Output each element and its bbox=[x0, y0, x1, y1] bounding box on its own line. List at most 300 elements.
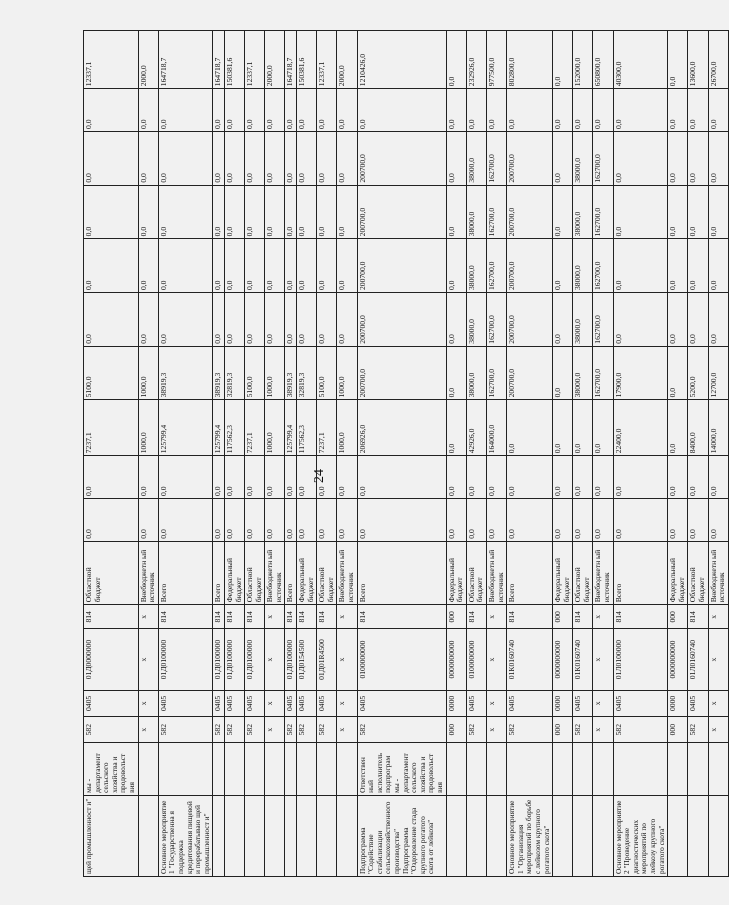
year9-cell: 0,0 bbox=[466, 89, 486, 132]
year8-cell: 0,0 bbox=[297, 131, 317, 185]
year4-cell: 162700,0 bbox=[486, 346, 506, 400]
grbs-code-cell: 582 bbox=[613, 717, 668, 743]
csr-code-cell: 0000000000 bbox=[668, 629, 688, 690]
year6-cell: 0,0 bbox=[245, 239, 265, 293]
year5-cell: 0,0 bbox=[708, 293, 728, 347]
year2-cell: 0,0 bbox=[357, 456, 446, 499]
vr-code-cell: 814 bbox=[688, 605, 708, 629]
grbs-code-cell: 582 bbox=[317, 717, 337, 743]
executor-cell bbox=[245, 743, 265, 796]
table-row bbox=[265, 31, 285, 877]
program-name-cell bbox=[337, 795, 357, 876]
executor-cell bbox=[486, 743, 506, 796]
year4-cell: 0,0 bbox=[668, 346, 688, 400]
year1-cell: 0,0 bbox=[446, 499, 466, 542]
year6-cell: 162700,0 bbox=[486, 239, 506, 293]
year2-cell: 0,0 bbox=[285, 456, 297, 499]
table-body bbox=[84, 31, 729, 877]
year1-cell: 0,0 bbox=[84, 499, 139, 542]
funding-source-cell: Федеральный бюджет bbox=[668, 541, 688, 605]
year3-cell: 7237,1 bbox=[84, 400, 139, 456]
year3-cell: 0,0 bbox=[668, 400, 688, 456]
year5-cell: 0,0 bbox=[265, 293, 285, 347]
year9-cell: 0,0 bbox=[285, 89, 297, 132]
grbs-code-cell: х bbox=[265, 717, 285, 743]
year8-cell: 38000,0 bbox=[466, 131, 486, 185]
total-cell: 2000,0 bbox=[265, 31, 285, 89]
table-row bbox=[708, 31, 728, 877]
year2-cell: 0,0 bbox=[507, 456, 553, 499]
year8-cell: 0,0 bbox=[688, 131, 708, 185]
funding-source-cell: Всего bbox=[357, 541, 446, 605]
program-name-cell bbox=[688, 795, 708, 876]
year8-cell: 0,0 bbox=[265, 131, 285, 185]
year2-cell: 0,0 bbox=[213, 456, 225, 499]
year4-cell: 1000,0 bbox=[138, 346, 158, 400]
year5-cell: 162700,0 bbox=[593, 293, 613, 347]
year5-cell: 0,0 bbox=[446, 293, 466, 347]
year5-cell: 200700,0 bbox=[357, 293, 446, 347]
rzpr-code-cell: 0405 bbox=[466, 690, 486, 716]
table-row bbox=[613, 31, 668, 877]
year9-cell: 0,0 bbox=[213, 89, 225, 132]
year6-cell: 0,0 bbox=[138, 239, 158, 293]
year9-cell: 0,0 bbox=[668, 89, 688, 132]
total-cell: 13600,0 bbox=[688, 31, 708, 89]
year5-cell: 0,0 bbox=[245, 293, 265, 347]
year2-cell: 0,0 bbox=[297, 456, 317, 499]
table-row bbox=[466, 31, 486, 877]
grbs-code-cell: х bbox=[708, 717, 728, 743]
year7-cell: 0,0 bbox=[213, 185, 225, 239]
executor-cell bbox=[138, 743, 158, 796]
year7-cell: 38000,0 bbox=[466, 185, 486, 239]
funding-source-cell: Областной бюджет bbox=[466, 541, 486, 605]
year8-cell: 0,0 bbox=[553, 131, 573, 185]
grbs-code-cell: 582 bbox=[84, 717, 139, 743]
year4-cell: 32819,3 bbox=[297, 346, 317, 400]
year8-cell: 0,0 bbox=[285, 131, 297, 185]
csr-code-cell: 0000000000 bbox=[446, 629, 466, 690]
grbs-code-cell: х bbox=[337, 717, 357, 743]
year2-cell: 0,0 bbox=[688, 456, 708, 499]
year4-cell: 162700,0 bbox=[593, 346, 613, 400]
year9-cell: 0,0 bbox=[265, 89, 285, 132]
executor-cell bbox=[688, 743, 708, 796]
year6-cell: 0,0 bbox=[158, 239, 213, 293]
total-cell: 2000,0 bbox=[337, 31, 357, 89]
year7-cell: 0,0 bbox=[337, 185, 357, 239]
table-row bbox=[573, 31, 593, 877]
total-cell: 26700,0 bbox=[708, 31, 728, 89]
vr-code-cell: х bbox=[337, 605, 357, 629]
year3-cell: 42926,0 bbox=[466, 400, 486, 456]
year7-cell: 0,0 bbox=[446, 185, 466, 239]
year9-cell: 0,0 bbox=[158, 89, 213, 132]
year7-cell: 0,0 bbox=[688, 185, 708, 239]
year2-cell: 0,0 bbox=[573, 456, 593, 499]
funding-source-cell: Областной бюджет bbox=[245, 541, 265, 605]
rzpr-code-cell: х bbox=[337, 690, 357, 716]
program-name-cell bbox=[466, 795, 486, 876]
year4-cell: 32819,3 bbox=[224, 346, 244, 400]
executor-cell bbox=[613, 743, 668, 796]
table-row bbox=[245, 31, 265, 877]
table-row bbox=[357, 31, 446, 877]
vr-code-cell: 814 bbox=[213, 605, 225, 629]
year5-cell: 38000,0 bbox=[573, 293, 593, 347]
executor-cell bbox=[158, 743, 213, 796]
year9-cell: 0,0 bbox=[245, 89, 265, 132]
year4-cell: 0,0 bbox=[553, 346, 573, 400]
vr-code-cell: 814 bbox=[466, 605, 486, 629]
vr-code-cell: 814 bbox=[317, 605, 337, 629]
year7-cell: 0,0 bbox=[317, 185, 337, 239]
program-name-cell bbox=[593, 795, 613, 876]
table-row bbox=[337, 31, 357, 877]
program-name-cell bbox=[224, 795, 244, 876]
table-row bbox=[317, 31, 337, 877]
year4-cell: 5200,0 bbox=[688, 346, 708, 400]
csr-code-cell: 01К0160740 bbox=[573, 629, 593, 690]
funding-source-cell: Всего bbox=[158, 541, 213, 605]
grbs-code-cell: 582 bbox=[507, 717, 553, 743]
year3-cell: 7237,1 bbox=[317, 400, 337, 456]
year4-cell: 38919,3 bbox=[213, 346, 225, 400]
year3-cell: 8400,0 bbox=[688, 400, 708, 456]
vr-code-cell: х bbox=[708, 605, 728, 629]
grbs-code-cell: 000 bbox=[668, 717, 688, 743]
table-row bbox=[297, 31, 317, 877]
executor-cell bbox=[265, 743, 285, 796]
year3-cell: 125799,4 bbox=[285, 400, 297, 456]
year6-cell: 0,0 bbox=[668, 239, 688, 293]
grbs-code-cell: 582 bbox=[213, 717, 225, 743]
year7-cell: 0,0 bbox=[224, 185, 244, 239]
rzpr-code-cell: 0405 bbox=[213, 690, 225, 716]
year8-cell: 200700,0 bbox=[357, 131, 446, 185]
program-name-cell: щей промышленност и" bbox=[84, 795, 139, 876]
program-name-cell bbox=[486, 795, 506, 876]
total-cell: 12337,1 bbox=[317, 31, 337, 89]
budget-table-frame bbox=[83, 30, 727, 877]
grbs-code-cell: 582 bbox=[688, 717, 708, 743]
rzpr-code-cell: 0405 bbox=[688, 690, 708, 716]
year7-cell: 0,0 bbox=[245, 185, 265, 239]
vr-code-cell: 814 bbox=[357, 605, 446, 629]
year6-cell: 0,0 bbox=[337, 239, 357, 293]
page-number: 24 bbox=[312, 469, 327, 483]
rzpr-code-cell: 0405 bbox=[84, 690, 139, 716]
year6-cell: 0,0 bbox=[285, 239, 297, 293]
vr-code-cell: х bbox=[265, 605, 285, 629]
csr-code-cell: 01Д0100000 bbox=[285, 629, 297, 690]
vr-code-cell: 000 bbox=[668, 605, 688, 629]
year4-cell: 0,0 bbox=[446, 346, 466, 400]
year9-cell: 0,0 bbox=[573, 89, 593, 132]
year6-cell: 0,0 bbox=[297, 239, 317, 293]
executor-cell: Ответствен ный исполнитель подпрограм мы - департамент сельского хозяйства и продовольст вия bbox=[357, 743, 446, 796]
rotated-table-container bbox=[83, 30, 727, 877]
year7-cell: 200700,0 bbox=[507, 185, 553, 239]
vr-code-cell: х bbox=[593, 605, 613, 629]
year4-cell: 5100,0 bbox=[84, 346, 139, 400]
total-cell: 802800,0 bbox=[507, 31, 553, 89]
csr-code-cell: х bbox=[486, 629, 506, 690]
grbs-code-cell: х bbox=[486, 717, 506, 743]
year6-cell: 0,0 bbox=[224, 239, 244, 293]
table-row bbox=[138, 31, 158, 877]
year2-cell: 0,0 bbox=[138, 456, 158, 499]
grbs-code-cell: 582 bbox=[466, 717, 486, 743]
year1-cell: 0,0 bbox=[213, 499, 225, 542]
year4-cell: 17900,0 bbox=[613, 346, 668, 400]
rzpr-code-cell: 0405 bbox=[224, 690, 244, 716]
grbs-code-cell: 000 bbox=[553, 717, 573, 743]
total-cell: 164718,7 bbox=[213, 31, 225, 89]
rzpr-code-cell: 0000 bbox=[553, 690, 573, 716]
csr-code-cell: 01Л0160740 bbox=[688, 629, 708, 690]
year7-cell: 0,0 bbox=[285, 185, 297, 239]
grbs-code-cell: 582 bbox=[224, 717, 244, 743]
year3-cell: 125799,4 bbox=[213, 400, 225, 456]
year1-cell: 0,0 bbox=[245, 499, 265, 542]
year7-cell: 162700,0 bbox=[486, 185, 506, 239]
csr-code-cell: 01Л0100000 bbox=[613, 629, 668, 690]
year5-cell: 0,0 bbox=[84, 293, 139, 347]
year1-cell: 0,0 bbox=[553, 499, 573, 542]
vr-code-cell: 814 bbox=[224, 605, 244, 629]
csr-code-cell: 01Д0100000 bbox=[158, 629, 213, 690]
program-name-cell bbox=[573, 795, 593, 876]
year2-cell: 0,0 bbox=[337, 456, 357, 499]
program-name-cell bbox=[245, 795, 265, 876]
year1-cell: 0,0 bbox=[688, 499, 708, 542]
csr-code-cell: х bbox=[593, 629, 613, 690]
year7-cell: 0,0 bbox=[158, 185, 213, 239]
csr-code-cell: 01Д0000000 bbox=[84, 629, 139, 690]
funding-source-cell: Всего bbox=[507, 541, 553, 605]
funding-source-cell: Областной бюджет bbox=[317, 541, 337, 605]
year8-cell: 0,0 bbox=[446, 131, 466, 185]
year9-cell: 0,0 bbox=[317, 89, 337, 132]
csr-code-cell: 01Д01R4500 bbox=[317, 629, 337, 690]
year4-cell: 5100,0 bbox=[245, 346, 265, 400]
year3-cell: 7237,1 bbox=[245, 400, 265, 456]
funding-source-cell: Федеральный бюджет bbox=[446, 541, 466, 605]
table-row bbox=[158, 31, 213, 877]
total-cell: 164718,7 bbox=[285, 31, 297, 89]
year9-cell: 0,0 bbox=[688, 89, 708, 132]
rzpr-code-cell: 0405 bbox=[507, 690, 553, 716]
year1-cell: 0,0 bbox=[613, 499, 668, 542]
year6-cell: 38000,0 bbox=[573, 239, 593, 293]
year3-cell: 1000,0 bbox=[138, 400, 158, 456]
funding-source-cell: Федеральный бюджет bbox=[297, 541, 317, 605]
year8-cell: 38000,0 bbox=[573, 131, 593, 185]
year9-cell: 0,0 bbox=[613, 89, 668, 132]
total-cell: 152000,0 bbox=[573, 31, 593, 89]
vr-code-cell: 000 bbox=[446, 605, 466, 629]
year7-cell: 0,0 bbox=[138, 185, 158, 239]
year9-cell: 0,0 bbox=[708, 89, 728, 132]
year1-cell: 0,0 bbox=[265, 499, 285, 542]
program-name-cell: Основное мероприятие 2 "Проведение диагностических мероприятий по лейкозу крупного рогатого скота" bbox=[613, 795, 668, 876]
year3-cell: 125799,4 bbox=[158, 400, 213, 456]
year7-cell: 38000,0 bbox=[573, 185, 593, 239]
year1-cell: 0,0 bbox=[138, 499, 158, 542]
year4-cell: 200700,0 bbox=[357, 346, 446, 400]
year3-cell: 22400,0 bbox=[613, 400, 668, 456]
csr-code-cell: х bbox=[138, 629, 158, 690]
rzpr-code-cell: х bbox=[138, 690, 158, 716]
year1-cell: 0,0 bbox=[668, 499, 688, 542]
grbs-code-cell: х bbox=[593, 717, 613, 743]
year2-cell: 0,0 bbox=[466, 456, 486, 499]
year8-cell: 0,0 bbox=[138, 131, 158, 185]
total-cell: 150381,6 bbox=[297, 31, 317, 89]
executor-cell bbox=[297, 743, 317, 796]
table-row bbox=[486, 31, 506, 877]
executor-cell bbox=[593, 743, 613, 796]
executor-cell bbox=[668, 743, 688, 796]
executor-cell bbox=[553, 743, 573, 796]
grbs-code-cell: 582 bbox=[158, 717, 213, 743]
grbs-code-cell: 582 bbox=[357, 717, 446, 743]
year1-cell: 0,0 bbox=[224, 499, 244, 542]
year7-cell: 0,0 bbox=[265, 185, 285, 239]
year5-cell: 0,0 bbox=[688, 293, 708, 347]
year8-cell: 0,0 bbox=[224, 131, 244, 185]
year3-cell: 1000,0 bbox=[337, 400, 357, 456]
total-cell: 977500,0 bbox=[486, 31, 506, 89]
csr-code-cell: 01Д0154500 bbox=[297, 629, 317, 690]
grbs-code-cell: 000 bbox=[446, 717, 466, 743]
year4-cell: 5100,0 bbox=[317, 346, 337, 400]
funding-source-cell: Областной бюджет bbox=[84, 541, 139, 605]
total-cell: 150381,6 bbox=[224, 31, 244, 89]
rzpr-code-cell: х bbox=[265, 690, 285, 716]
year6-cell: 0,0 bbox=[317, 239, 337, 293]
year6-cell: 0,0 bbox=[446, 239, 466, 293]
total-cell: 1210426,0 bbox=[357, 31, 446, 89]
funding-source-cell: Внебюджетн ый источник bbox=[265, 541, 285, 605]
year6-cell: 0,0 bbox=[708, 239, 728, 293]
year1-cell: 0,0 bbox=[573, 499, 593, 542]
year4-cell: 1000,0 bbox=[265, 346, 285, 400]
grbs-code-cell: 582 bbox=[297, 717, 317, 743]
year5-cell: 0,0 bbox=[213, 293, 225, 347]
csr-code-cell: 0100000000 bbox=[466, 629, 486, 690]
rzpr-code-cell: 0405 bbox=[357, 690, 446, 716]
rzpr-code-cell: х bbox=[486, 690, 506, 716]
year3-cell: 206926,0 bbox=[357, 400, 446, 456]
year4-cell: 1000,0 bbox=[337, 346, 357, 400]
csr-code-cell: х bbox=[337, 629, 357, 690]
funding-source-cell: Федеральный бюджет bbox=[553, 541, 573, 605]
year7-cell: 200700,0 bbox=[357, 185, 446, 239]
year3-cell: 117562,3 bbox=[297, 400, 317, 456]
funding-source-cell: Внебюджетн ый источник bbox=[593, 541, 613, 605]
year8-cell: 162700,0 bbox=[486, 131, 506, 185]
total-cell: 12337,1 bbox=[84, 31, 139, 89]
total-cell: 0,0 bbox=[668, 31, 688, 89]
year6-cell: 0,0 bbox=[84, 239, 139, 293]
vr-code-cell: 814 bbox=[245, 605, 265, 629]
executor-cell bbox=[224, 743, 244, 796]
table-row bbox=[507, 31, 553, 877]
year2-cell: 0,0 bbox=[613, 456, 668, 499]
year7-cell: 0,0 bbox=[613, 185, 668, 239]
year1-cell: 0,0 bbox=[486, 499, 506, 542]
year2-cell: 0,0 bbox=[317, 456, 337, 499]
year5-cell: 0,0 bbox=[138, 293, 158, 347]
year5-cell: 162700,0 bbox=[486, 293, 506, 347]
vr-code-cell: 814 bbox=[507, 605, 553, 629]
program-name-cell: Основное мероприятие 1 "Организация мероприятий по борьбе с лейкозом крупного рогатого скота" bbox=[507, 795, 553, 876]
year5-cell: 0,0 bbox=[613, 293, 668, 347]
executor-cell bbox=[337, 743, 357, 796]
grbs-code-cell: х bbox=[138, 717, 158, 743]
year7-cell: 0,0 bbox=[708, 185, 728, 239]
year9-cell: 0,0 bbox=[593, 89, 613, 132]
year3-cell: 164000,0 bbox=[486, 400, 506, 456]
year2-cell: 0,0 bbox=[668, 456, 688, 499]
year4-cell: 38000,0 bbox=[466, 346, 486, 400]
vr-code-cell: х bbox=[138, 605, 158, 629]
year5-cell: 0,0 bbox=[158, 293, 213, 347]
year7-cell: 0,0 bbox=[668, 185, 688, 239]
csr-code-cell: 01К0160740 bbox=[507, 629, 553, 690]
year1-cell: 0,0 bbox=[285, 499, 297, 542]
executor-cell bbox=[285, 743, 297, 796]
year3-cell: 0,0 bbox=[553, 400, 573, 456]
year9-cell: 0,0 bbox=[138, 89, 158, 132]
year2-cell: 0,0 bbox=[265, 456, 285, 499]
executor-cell bbox=[507, 743, 553, 796]
year6-cell: 0,0 bbox=[265, 239, 285, 293]
table-row bbox=[553, 31, 573, 877]
vr-code-cell: 814 bbox=[297, 605, 317, 629]
year8-cell: 0,0 bbox=[337, 131, 357, 185]
year5-cell: 0,0 bbox=[224, 293, 244, 347]
year7-cell: 0,0 bbox=[84, 185, 139, 239]
year2-cell: 0,0 bbox=[224, 456, 244, 499]
table-row bbox=[593, 31, 613, 877]
year8-cell: 0,0 bbox=[245, 131, 265, 185]
year3-cell: 0,0 bbox=[446, 400, 466, 456]
program-name-cell bbox=[138, 795, 158, 876]
executor-cell bbox=[213, 743, 225, 796]
table-row bbox=[285, 31, 297, 877]
rzpr-code-cell: 0405 bbox=[285, 690, 297, 716]
csr-code-cell: 01Д0100000 bbox=[245, 629, 265, 690]
program-name-cell bbox=[553, 795, 573, 876]
year2-cell: 0,0 bbox=[158, 456, 213, 499]
year9-cell: 0,0 bbox=[486, 89, 506, 132]
year7-cell: 162700,0 bbox=[593, 185, 613, 239]
year1-cell: 0,0 bbox=[507, 499, 553, 542]
year5-cell: 0,0 bbox=[668, 293, 688, 347]
rzpr-code-cell: 0405 bbox=[573, 690, 593, 716]
table-row bbox=[688, 31, 708, 877]
year6-cell: 0,0 bbox=[213, 239, 225, 293]
year2-cell: 0,0 bbox=[245, 456, 265, 499]
table-row bbox=[224, 31, 244, 877]
rzpr-code-cell: 0405 bbox=[297, 690, 317, 716]
year3-cell: 0,0 bbox=[593, 400, 613, 456]
vr-code-cell: 814 bbox=[285, 605, 297, 629]
